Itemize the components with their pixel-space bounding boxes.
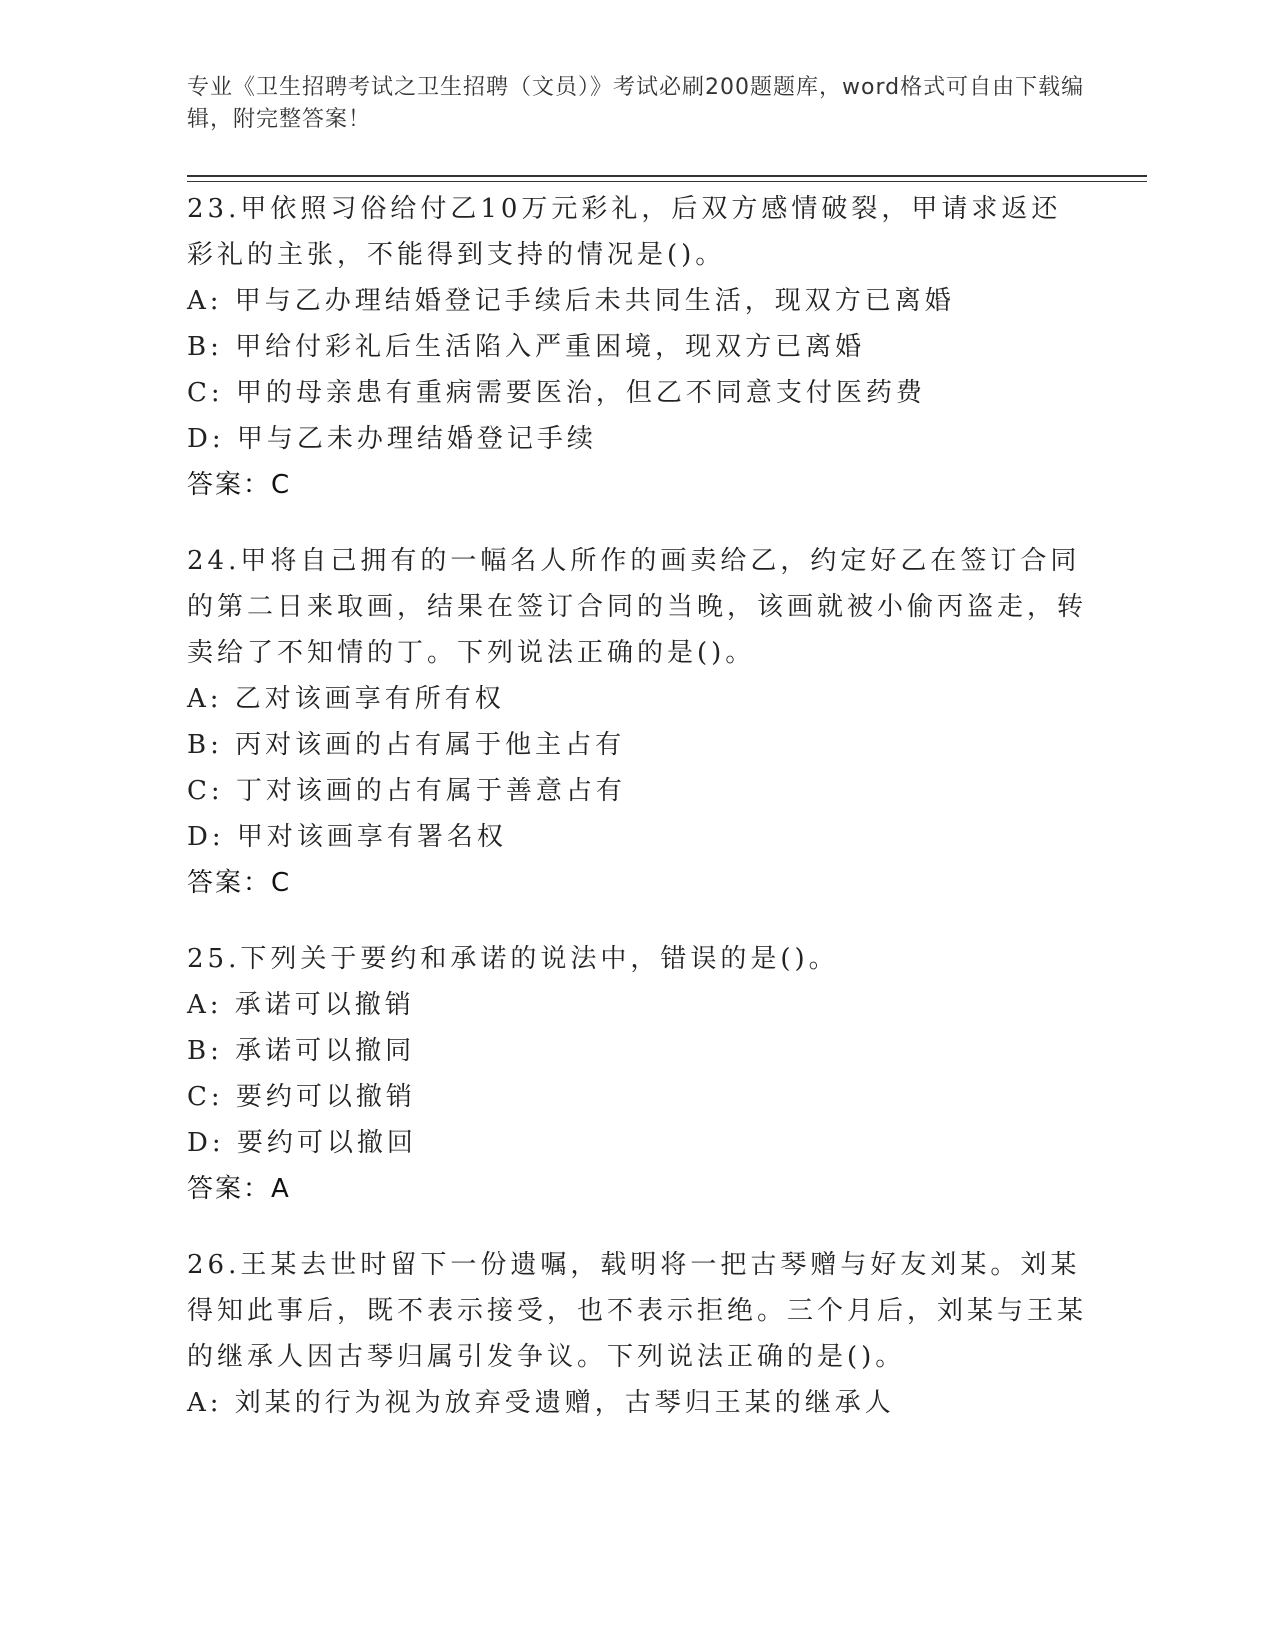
option-b: B: 甲给付彩礼后生活陷入严重困境，现双方已离婚 [187, 332, 866, 362]
question-25 [187, 936, 1087, 1212]
answer-line: 答案：C [187, 868, 292, 898]
document-header [187, 72, 1087, 136]
answer-line: 答案：A [187, 1174, 291, 1204]
header-divider [187, 175, 1147, 177]
header-divider-thin [187, 181, 1147, 182]
question-26 [187, 1242, 1087, 1426]
question-24 [187, 538, 1087, 906]
option-a: A: 刘某的行为视为放弃受遗赠，古琴归王某的继承人 [187, 1388, 895, 1418]
option-d: D: 甲对该画享有署名权 [187, 822, 507, 852]
question-stem: 26.王某去世时留下一份遗嘱，载明将一把古琴赠与好友刘某。刘某得知此事后，既不表示接受，也不表示拒绝。三个月后，刘某与王某的继承人因古琴归属引发争议。下列说法正确的是()。 [187, 1250, 1088, 1372]
option-a: A: 乙对该画享有所有权 [187, 684, 505, 714]
question-list [187, 186, 1087, 1456]
question-23 [187, 186, 1087, 508]
question-stem: 24.甲将自己拥有的一幅名人所作的画卖给乙，约定好乙在签订合同的第二日来取画，结果在签订合同的当晚，该画就被小偷丙盗走，转卖给了不知情的丁。下列说法正确的是()。 [187, 546, 1088, 668]
option-d: D: 要约可以撤回 [187, 1128, 417, 1158]
option-b: B: 丙对该画的占有属于他主占有 [187, 730, 626, 760]
question-stem: 25.下列关于要约和承诺的说法中，错误的是()。 [187, 944, 839, 974]
option-c: C: 丁对该画的占有属于善意占有 [187, 776, 626, 806]
option-c: C: 甲的母亲患有重病需要医治，但乙不同意支付医药费 [187, 378, 926, 408]
question-stem: 23.甲依照习俗给付乙10万元彩礼，后双方感情破裂，甲请求返还彩礼的主张，不能得到支持的情况是()。 [187, 194, 1062, 270]
option-b: B: 承诺可以撤同 [187, 1036, 416, 1066]
answer-line: 答案：C [187, 470, 292, 500]
option-a: A: 甲与乙办理结婚登记手续后未共同生活，现双方已离婚 [187, 286, 955, 316]
option-d: D: 甲与乙未办理结婚登记手续 [187, 424, 597, 454]
header-text: 专业《卫生招聘考试之卫生招聘（文员）》考试必刷200题题库，word格式可自由下载编辑，附完整答案！ [187, 75, 1085, 132]
option-a: A: 承诺可以撤销 [187, 990, 415, 1020]
option-c: C: 要约可以撤销 [187, 1082, 416, 1112]
